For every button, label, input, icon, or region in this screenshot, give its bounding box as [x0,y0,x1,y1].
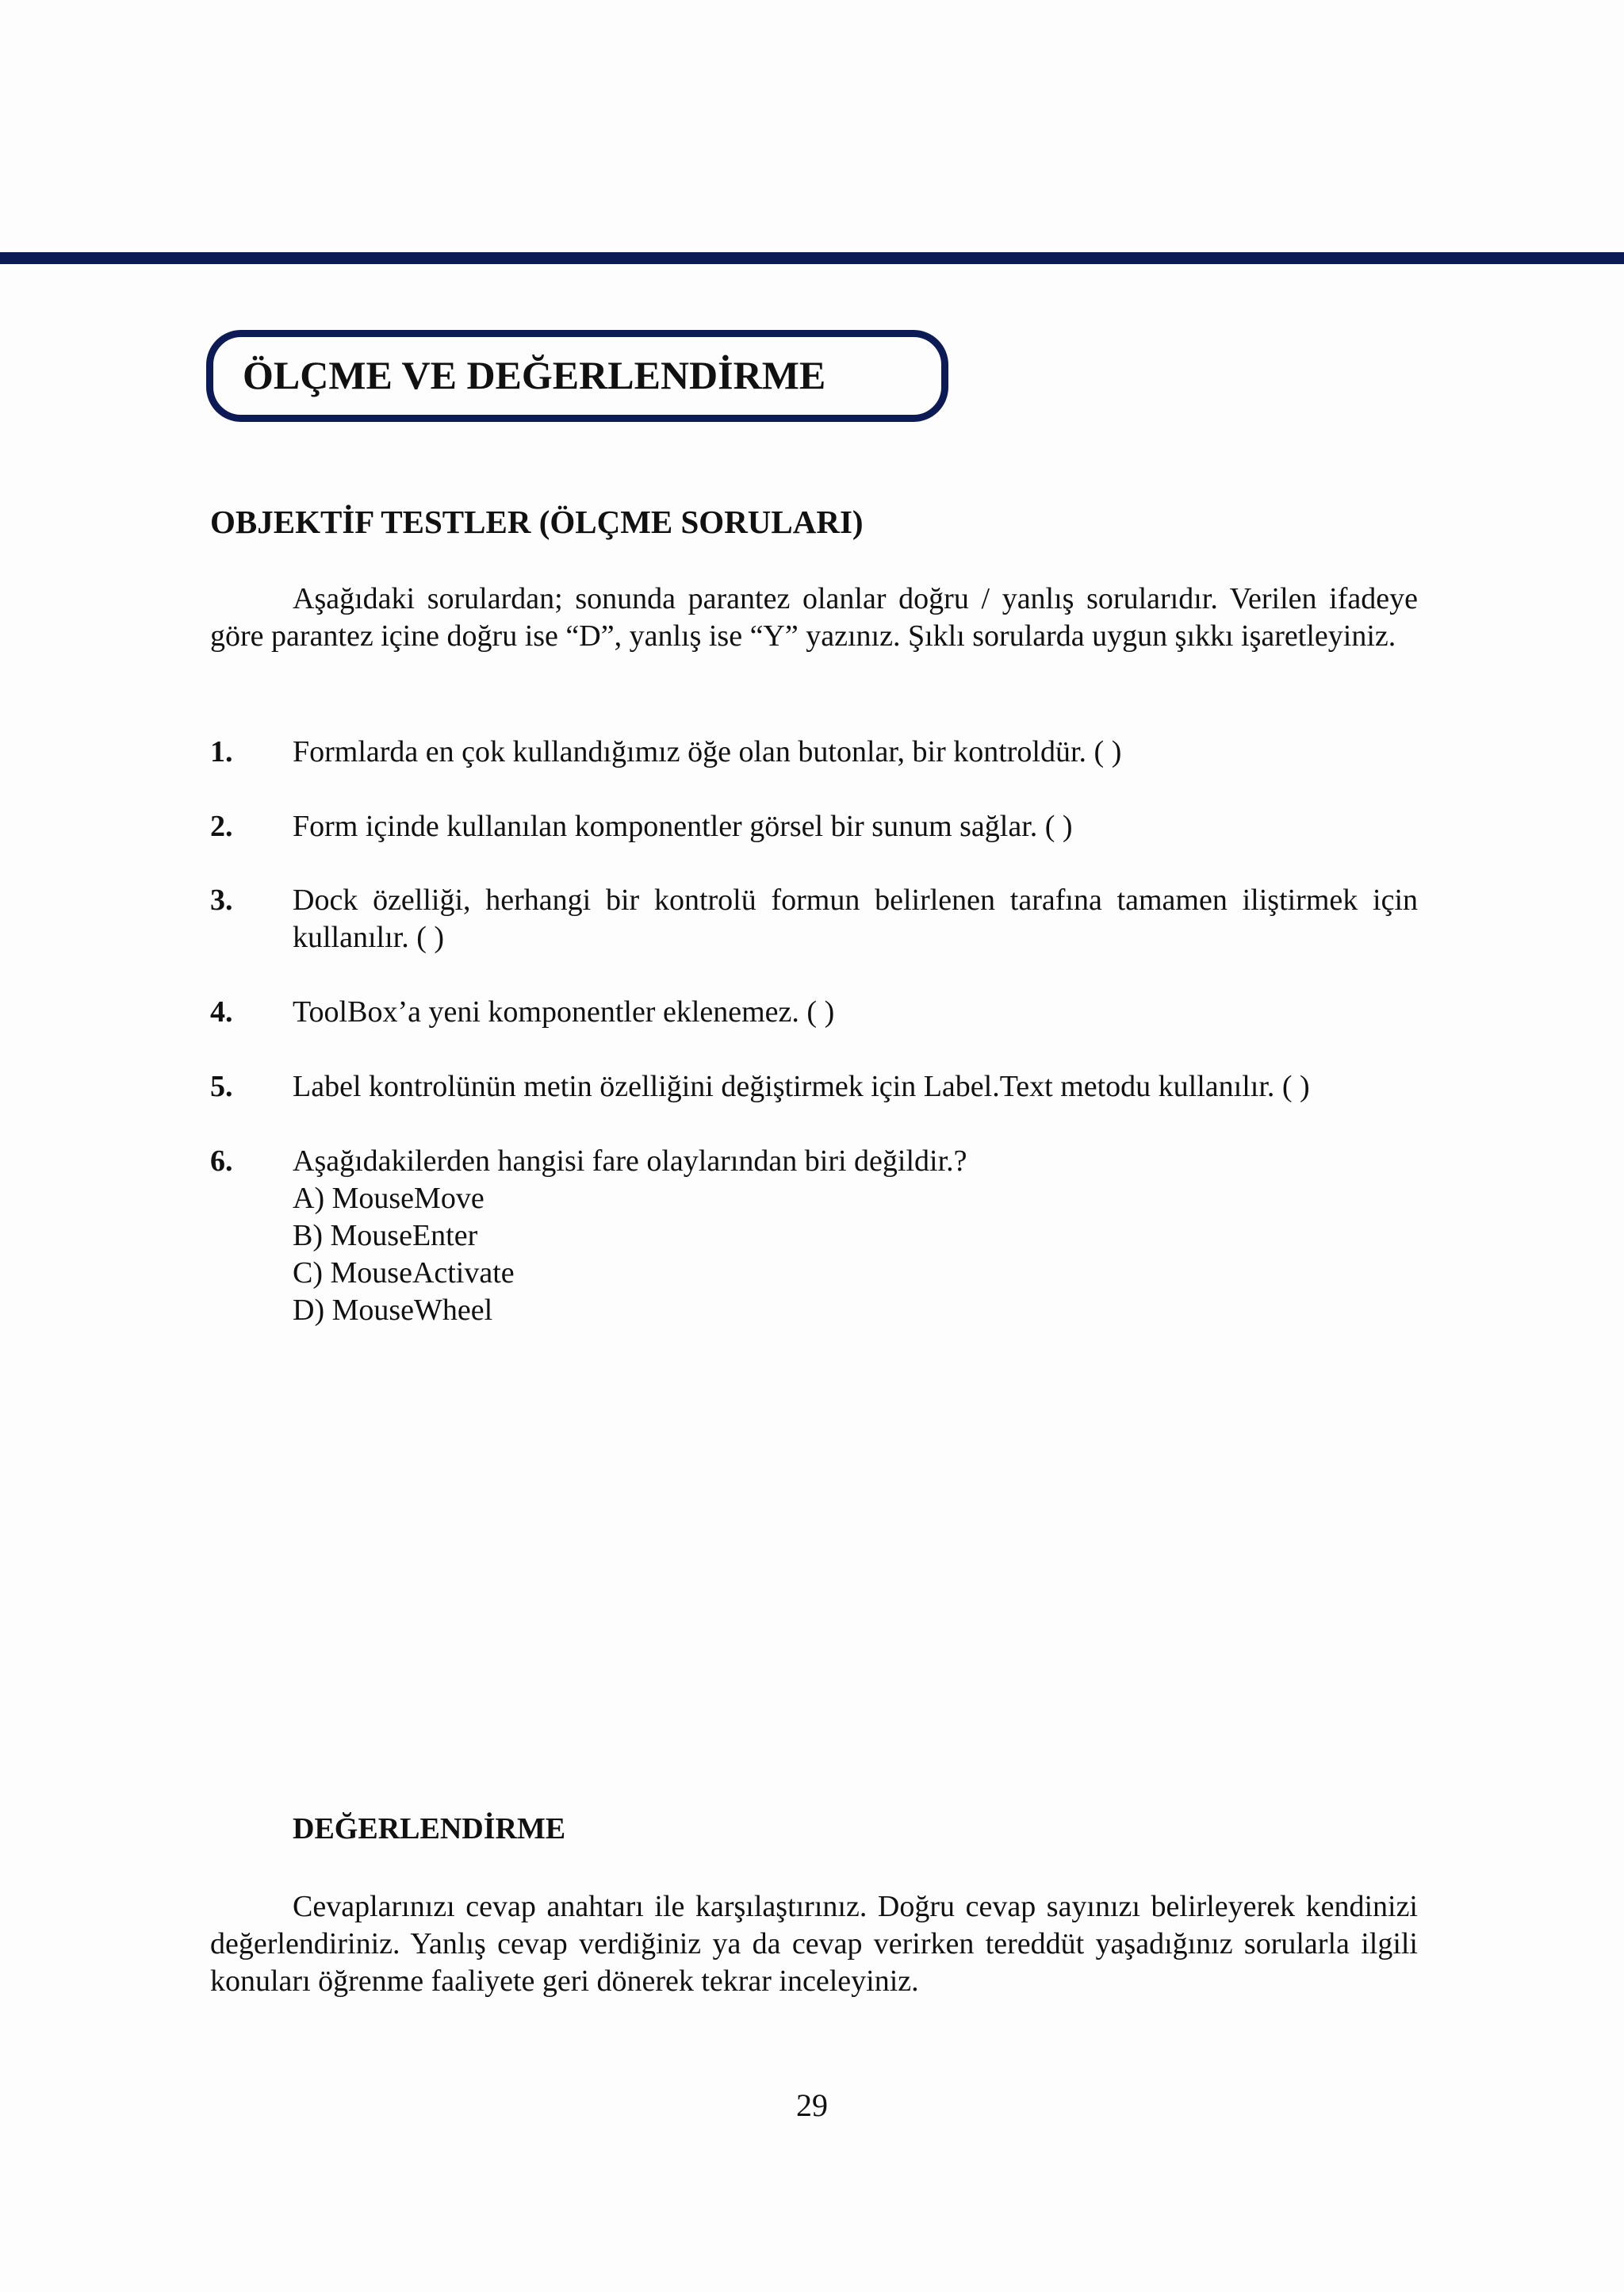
option-a: A) MouseMove [293,1182,485,1215]
page-title: ÖLÇME VE DEĞERLENDİRME [243,353,826,397]
header-rule [0,252,1624,264]
option-d: D) MouseWheel [293,1294,493,1327]
question-text: Form içinde kullanılan komponentler görsel bir sunum sağlar. ( ) [293,810,1073,843]
section-heading: OBJEKTİF TESTLER (ÖLÇME SORULARI) [210,504,864,540]
question-text: Formlarda en çok kullandığımız öğe olan butonlar, bir kontroldür. ( ) [293,735,1122,768]
question-number: 3. [210,883,233,917]
question-number: 4. [210,995,233,1029]
evaluation-heading: DEĞERLENDİRME [293,1812,566,1845]
question-4 [210,994,1418,1031]
question-5 [210,1068,1418,1106]
question-text: Label kontrolünün metin özelliğini değiştirmek için Label.Text metodu kullanılır. ( ) [293,1070,1310,1103]
question-1 [210,734,1418,771]
page-number: 29 [796,2087,828,2123]
option-b: B) MouseEnter [293,1219,478,1252]
title-box [206,330,948,422]
evaluation-paragraph: Cevaplarınızı cevap anahtarı ile karşılaştırınız. Doğru cevap sayınızı belirleyerek kendinizi değerlendiriniz. Yanlış cevap verdiğiniz ya da cevap verirken tereddüt yaşadığınız sorularla ilgili konuları öğrenme faaliyete geri dönerek tekrar inceleyiniz. [210,1890,1418,1998]
intro-paragraph: Aşağıdaki sorulardan; sonunda parantez olanlar doğru / yanlış sorularıdır. Verilen ifadeye göre parantez içine doğru ise “D”, yanlış ise “Y” yazınız. Şıklı sorularda uygun şıkkı işaretleyiniz. [210,582,1418,653]
question-number: 1. [210,735,233,768]
question-3 [210,882,1418,956]
question-number: 2. [210,810,233,843]
question-number: 5. [210,1070,233,1103]
question-text: Aşağıdakilerden hangisi fare olaylarından biri değildir.? [293,1144,967,1178]
question-2 [210,808,1418,845]
question-number: 6. [210,1144,233,1178]
question-6 [210,1143,1418,1329]
question-text: Dock özelliği, herhangi bir kontrolü formun belirlenen tarafına tamamen iliştirmek için kullanılır. ( ) [293,883,1418,954]
option-c: C) MouseActivate [293,1256,515,1290]
question-text: ToolBox’a yeni komponentler eklenemez. ( ) [293,995,835,1029]
